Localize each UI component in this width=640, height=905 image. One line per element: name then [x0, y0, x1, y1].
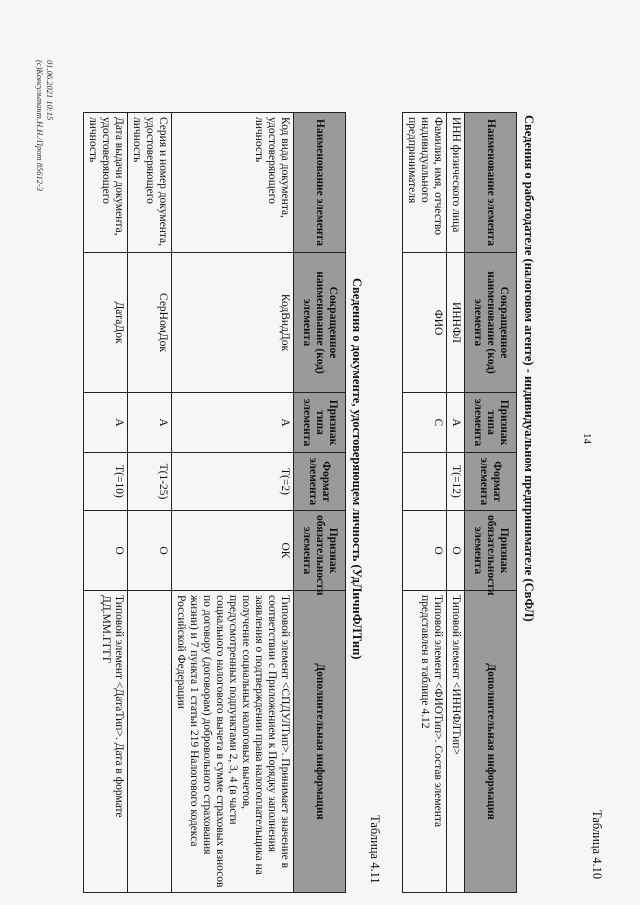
table-header-row [465, 113, 517, 893]
page-number: 14 [581, 433, 593, 444]
header-cell: Наименование элемента [465, 113, 517, 253]
element-info: Типовой элемент <ИННФЛТип> [447, 591, 465, 893]
table-row [403, 113, 447, 893]
header-cell: Признак обязательности элемента [465, 511, 517, 591]
element-code: ФИО [403, 253, 447, 393]
header-cell: Сокращенное наименование (код) элемента [465, 253, 517, 393]
element-name: Серия и номер документа, удостоверяющего личность [128, 113, 172, 253]
table-4-10-title: Сведения о работодателе (налоговом агенте) - индивидуальном предпринимателе (СвФЛ) [522, 115, 536, 622]
element-info: Типовой элемент <ДатаТип>. Дата в формате ДД.ММ.ГГГГ [84, 591, 128, 893]
footer-line: 01.06.2021 10:15 [45, 60, 55, 121]
element-name: Фамилия, имя, отчество индивидуального предпринимателя [403, 113, 447, 253]
element-info: Типовой элемент <ФИОТип>. Состав элемента представлен в таблице 4.12 [403, 591, 447, 893]
table-4-11-title: Сведения о документе, удостоверяющем личность (УдЛичнФЛТип) [350, 278, 364, 660]
element-format: T(=10) [84, 453, 128, 511]
header-cell: Наименование элемента [294, 113, 346, 253]
header-cell: Признак обязательности элемента [294, 511, 346, 591]
header-cell: Формат элемента [294, 453, 346, 511]
table-header-row [294, 113, 346, 893]
footer-line: (c)Консультант.Н.Н./Прот 85612-3 [35, 60, 45, 192]
element-name: Дата выдачи документа, удостоверяющего личность [84, 113, 128, 253]
table-4-10 [402, 112, 517, 893]
table-row [84, 113, 128, 893]
element-type: А [172, 393, 294, 453]
element-required: О [84, 511, 128, 591]
element-required: О [447, 511, 465, 591]
element-code: ИННФЛ [447, 253, 465, 393]
table-row [447, 113, 465, 893]
element-info [128, 591, 172, 893]
header-cell: Формат элемента [465, 453, 517, 511]
element-info: Типовой элемент <СПДУЛТип>. Принимает значение в соответствии с Приложением к Порядку заполнения заявления о подтверждении права налогоплательщика на получение социальных налоговых вычетов, предусмотренных подпунктами 2, 3, 4 (в части социального налогового вычета в сумме страховых взносов по договору (договорам) добровольного страхования жизни) и 7 пункта 1 статьи 219 Налогового кодекса Российской Федерации [172, 591, 294, 893]
header-cell: Дополнительная информация [465, 591, 517, 893]
header-cell: Сокращенное наименование (код) элемента [294, 253, 346, 393]
table-row [128, 113, 172, 893]
header-cell: Признак типа элемента [294, 393, 346, 453]
element-code: КодВидДок [172, 253, 294, 393]
element-type: С [403, 393, 447, 453]
element-format: T(=2) [172, 453, 294, 511]
element-format: T(1-25) [128, 453, 172, 511]
element-type: А [447, 393, 465, 453]
element-type: А [128, 393, 172, 453]
element-code: ДатаДок [84, 253, 128, 393]
table-4-11-label: Таблица 4.11 [368, 815, 382, 884]
print-footer [35, 60, 55, 191]
element-required: О [403, 511, 447, 591]
element-name: ИНН физического лица [447, 113, 465, 253]
table-4-10-label: Таблица 4.10 [590, 810, 604, 880]
element-required: ОК [172, 511, 294, 591]
element-name: Код вида документа, удостоверяющего личность [172, 113, 294, 253]
element-code: СерНомДок [128, 253, 172, 393]
element-type: А [84, 393, 128, 453]
header-cell: Признак типа элемента [465, 393, 517, 453]
table-4-11 [83, 112, 346, 893]
element-format: T(=12) [447, 453, 465, 511]
header-cell: Дополнительная информация [294, 591, 346, 893]
element-required: О [128, 511, 172, 591]
element-format [403, 453, 447, 511]
table-row [172, 113, 294, 893]
